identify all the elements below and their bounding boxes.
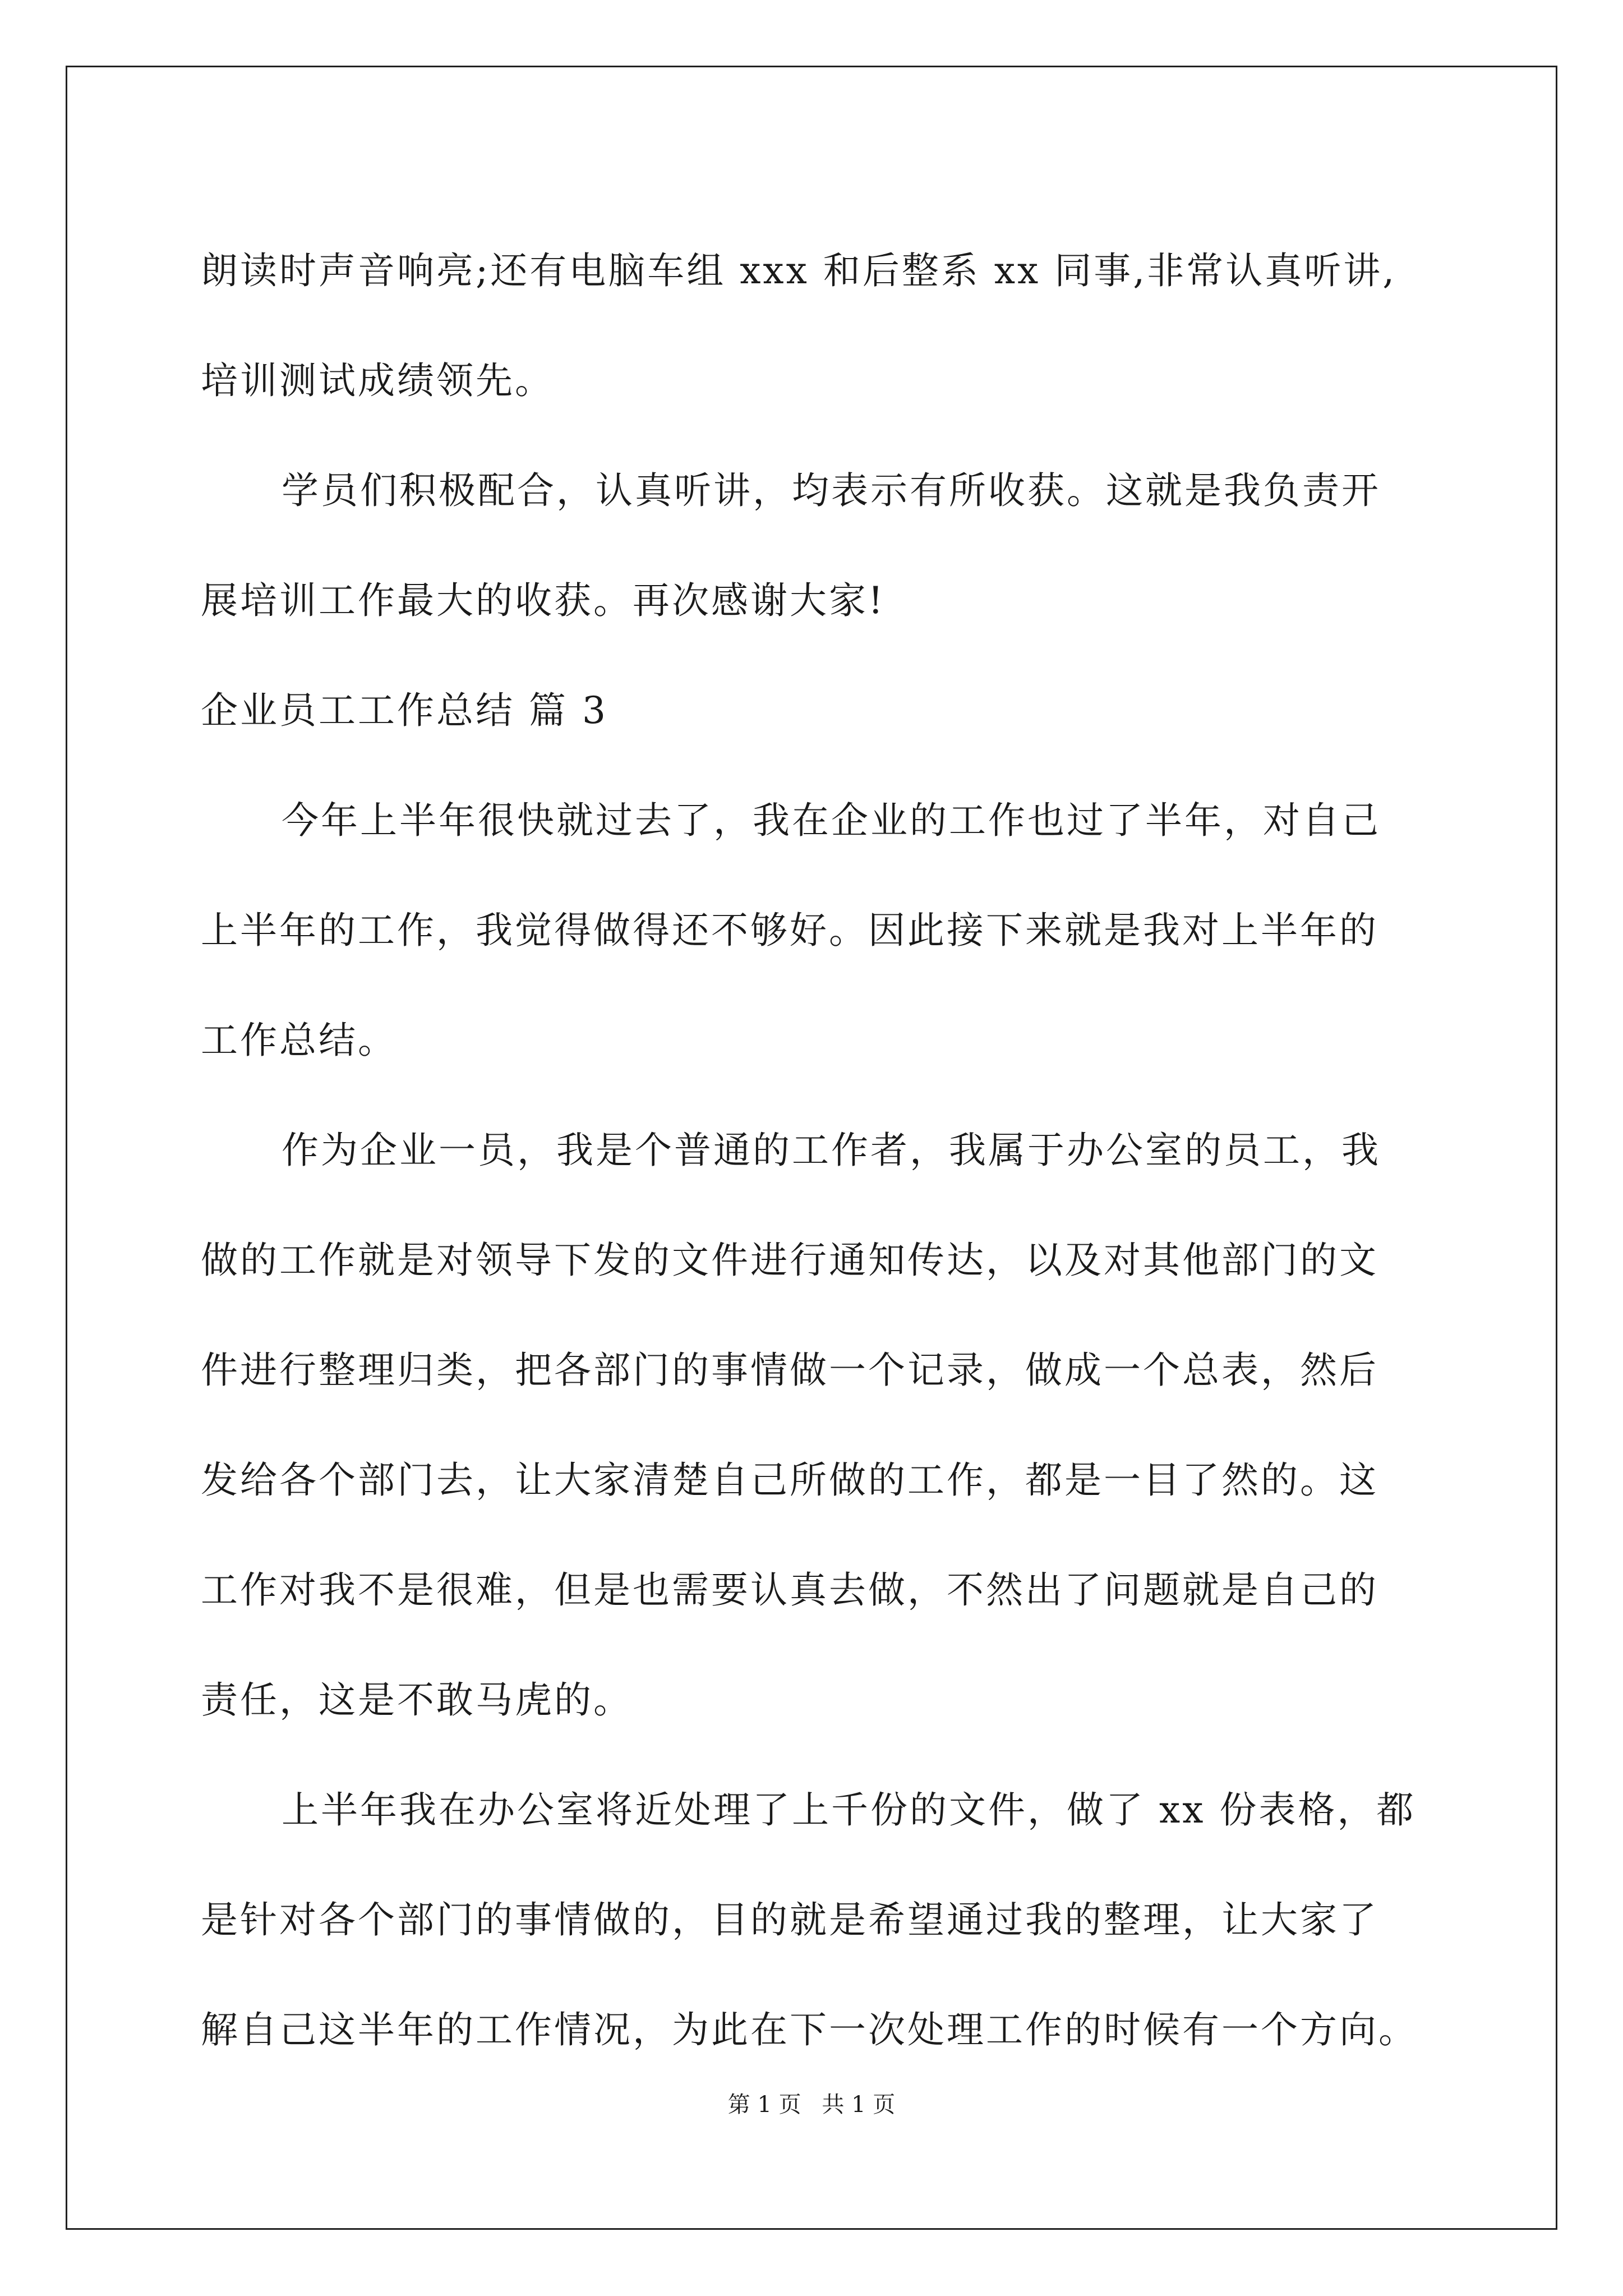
paragraph-line: 做的工作就是对领导下发的文件进行通知传达，以及对其他部门的文: [201, 1239, 1378, 1282]
paragraph-line: 展培训工作最大的收获。再次感谢大家!: [201, 579, 886, 622]
document-body: [201, 216, 1435, 2085]
paragraph-line: 责任，这是不敢马虎的。: [201, 1678, 633, 1722]
paragraph-line: 上半年的工作，我觉得做得还不够好。因此接下来就是我对上半年的: [201, 909, 1378, 952]
paragraph-line: 件进行整理归类，把各部门的事情做一个记录，做成一个总表，然后: [201, 1349, 1378, 1392]
paragraph-line: 培训测试成绩领先。: [201, 359, 554, 402]
paragraph-line: 学员们积极配合，认真听讲，均表示有所收获。这就是我负责开: [282, 469, 1381, 512]
section-heading: 企业员工工作总结 篇 3: [201, 689, 608, 732]
paragraph-line: 今年上半年很快就过去了，我在企业的工作也过了半年，对自己: [282, 799, 1381, 842]
paragraph-line: 发给各个部门去，让大家清楚自己所做的工作，都是一目了然的。这: [201, 1458, 1378, 1502]
page-footer: [0, 2087, 1623, 2119]
paragraph-line: 上半年我在办公室将近处理了上千份的文件，做了 xx 份表格，都: [282, 1788, 1416, 1832]
paragraph-line: 朗读时声音响亮;还有电脑车组 xxx 和后整系 xx 同事,非常认真听讲,: [201, 249, 1397, 292]
paragraph-line: 工作总结。: [201, 1019, 397, 1062]
paragraph-line: 作为企业一员，我是个普通的工作者，我属于办公室的员工，我: [282, 1129, 1381, 1172]
paragraph-line: 工作对我不是很难，但是也需要认真去做，不然出了问题就是自己的: [201, 1568, 1378, 1612]
paragraph-line: 解自己这半年的工作情况，为此在下一次处理工作的时候有一个方向。: [201, 2008, 1418, 2051]
paragraph-line: 是针对各个部门的事情做的，目的就是希望通过我的整理，让大家了: [201, 1898, 1378, 1941]
page-number: 第 1 页: [727, 2092, 801, 2118]
page-total: 共 1 页: [822, 2092, 896, 2118]
